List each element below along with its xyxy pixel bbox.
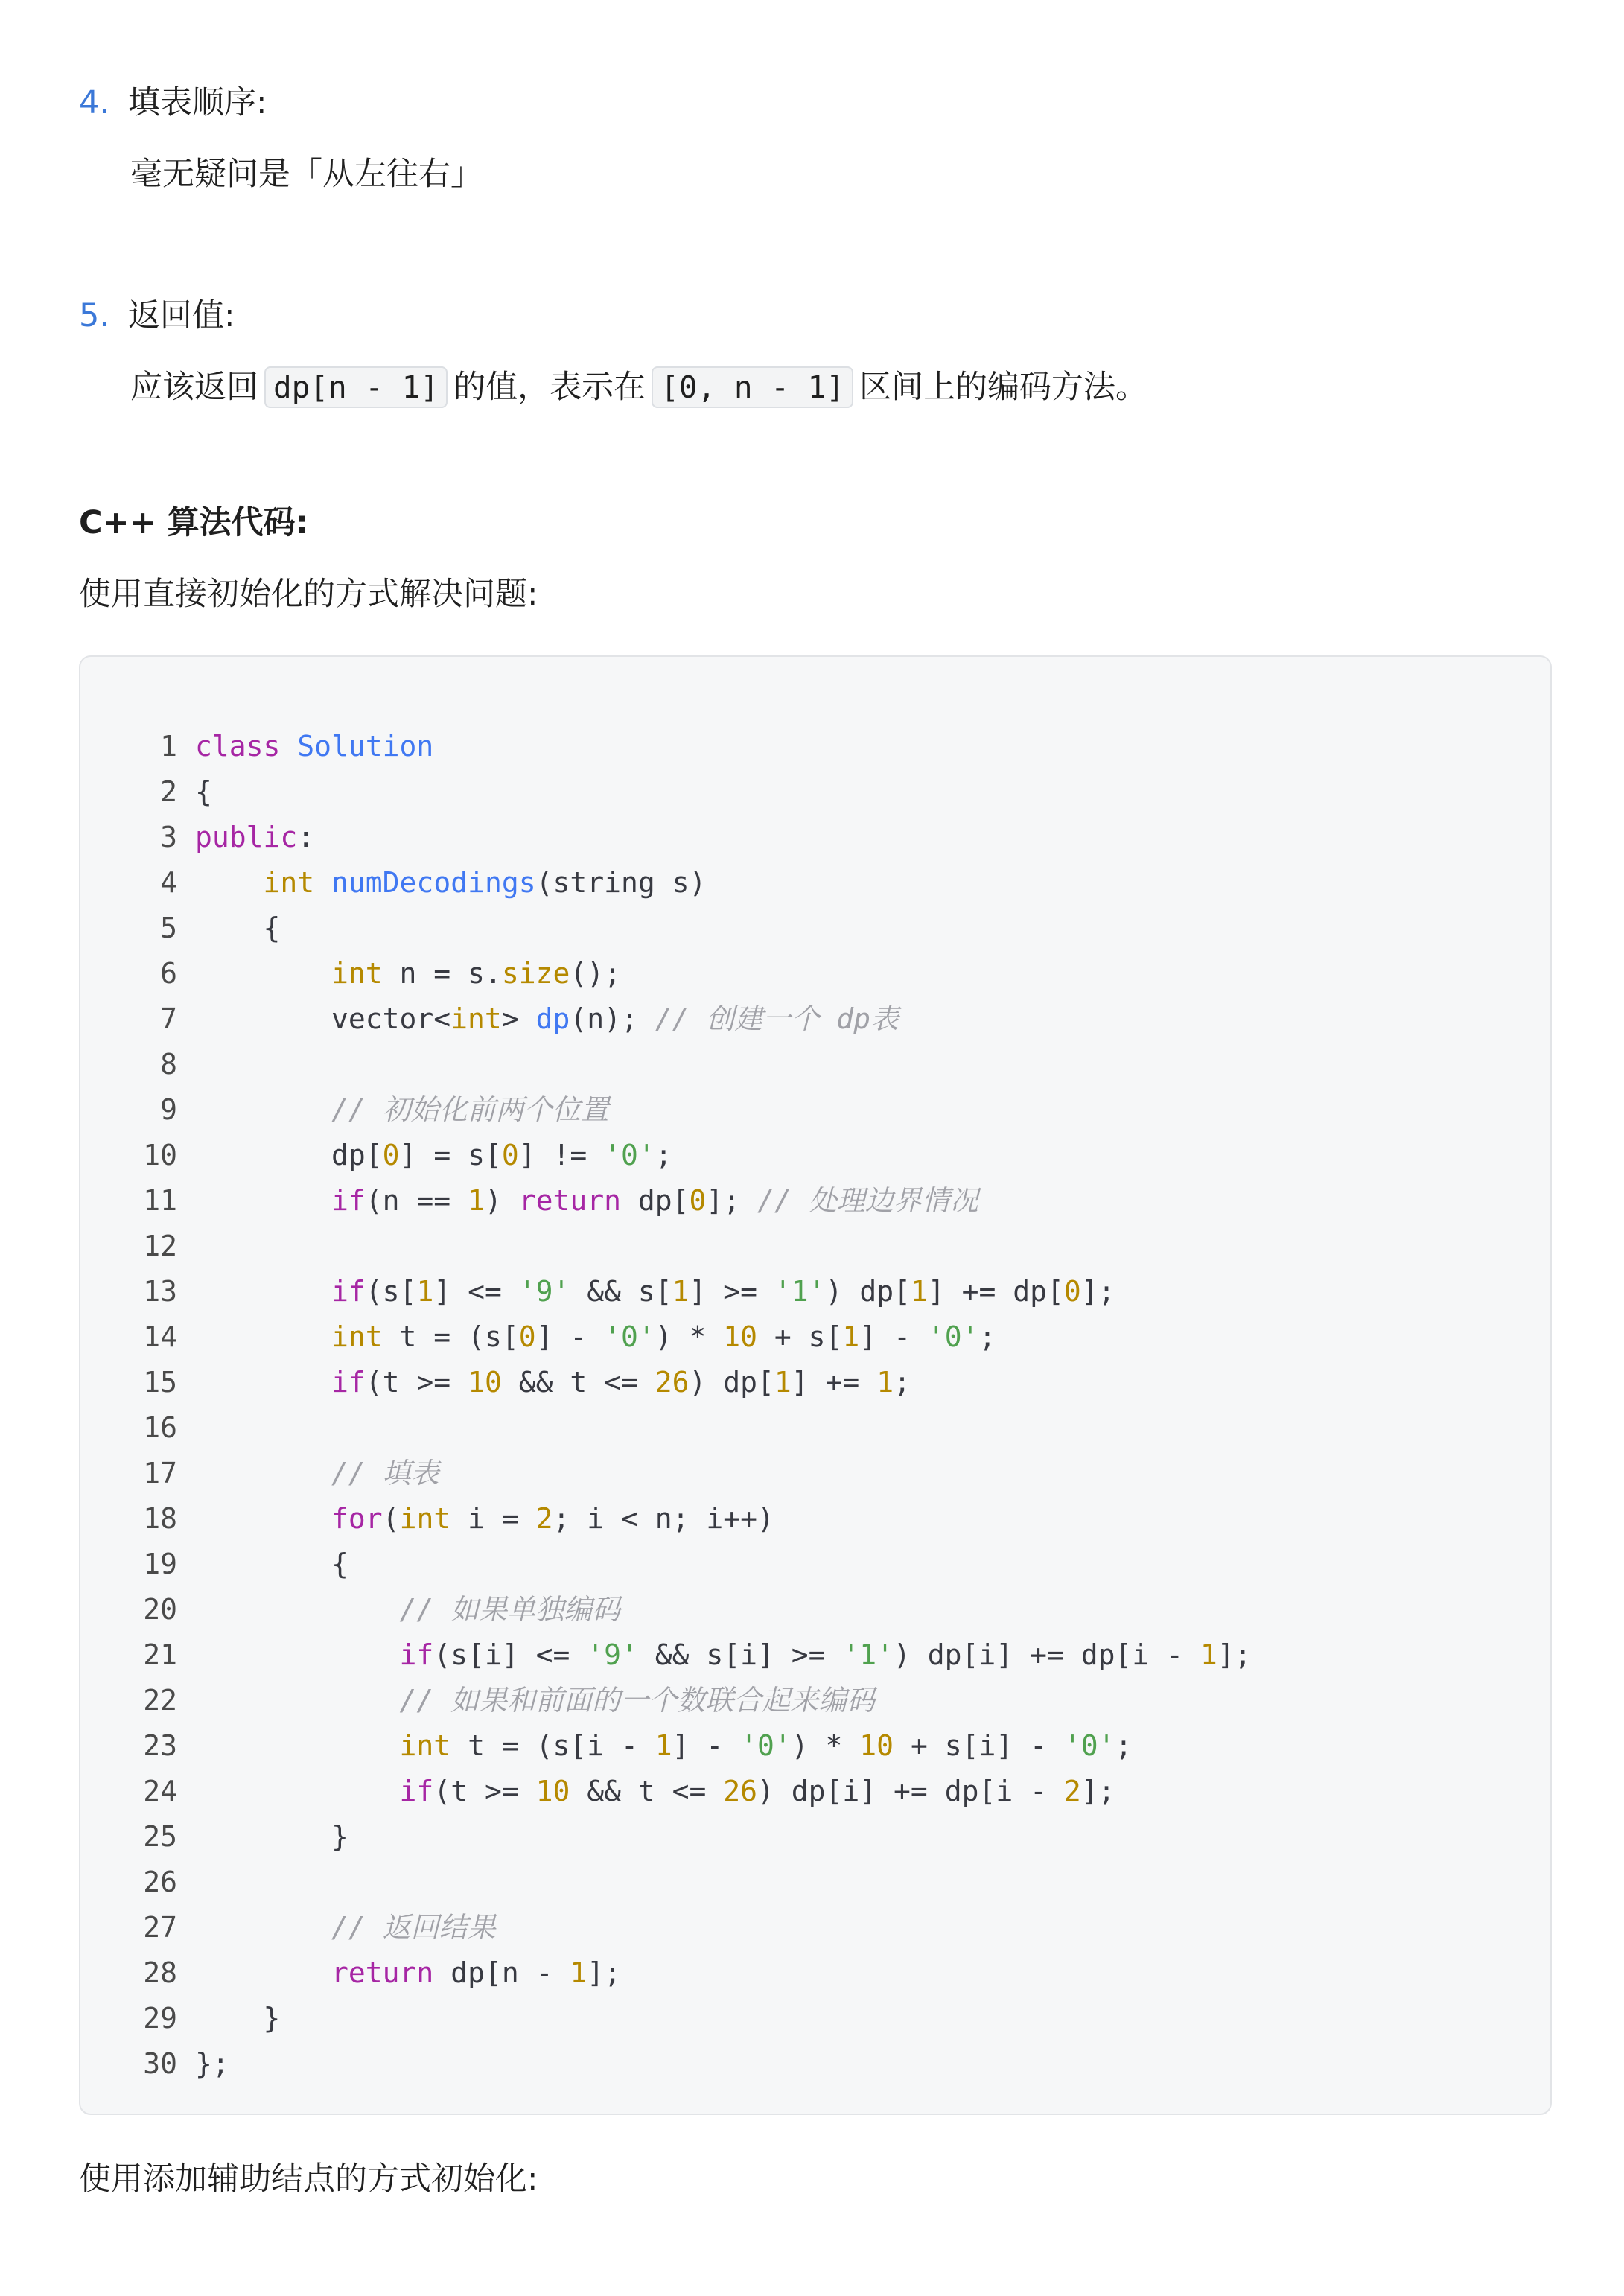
code-token: if — [331, 1275, 366, 1308]
line-number: 6 — [160, 957, 177, 990]
code-text — [177, 1087, 609, 1133]
code-token: ; i < n; i++) — [553, 1502, 774, 1535]
code-token: ] - — [672, 1729, 741, 1762]
inline-code: dp[n - 1] — [264, 366, 448, 408]
code-token: ] >= — [689, 1275, 774, 1308]
code-line — [80, 769, 212, 815]
code-line — [80, 996, 899, 1042]
code-token: 0 — [689, 1184, 707, 1217]
code-token — [195, 1366, 331, 1399]
code-token: ; — [894, 1366, 911, 1399]
code-line — [80, 2041, 229, 2087]
code-text — [177, 1769, 1115, 1814]
code-token: (s[i] <= — [433, 1638, 587, 1671]
line-number: 7 — [160, 1002, 177, 1035]
code-text — [177, 1496, 774, 1542]
list-item-5-body — [130, 365, 1147, 410]
code-token: ; — [655, 1139, 672, 1171]
code-token — [195, 1684, 400, 1717]
intro-paragraph: 使用直接初始化的方式解决问题: — [79, 576, 538, 613]
code-text — [177, 1678, 875, 1723]
code-token — [195, 1320, 331, 1353]
code-token: class — [195, 730, 298, 763]
code-text — [177, 1723, 1132, 1769]
code-line — [80, 951, 621, 996]
code-token: 26 — [723, 1775, 758, 1807]
line-number: 22 — [143, 1684, 177, 1717]
code-token: size — [501, 957, 570, 990]
code-token: ) dp[ — [689, 1366, 774, 1399]
code-token: && s[ — [570, 1275, 672, 1308]
code-token: ] += dp[ — [927, 1275, 1064, 1308]
code-token: (n); — [570, 1002, 655, 1035]
code-token: ]; — [1080, 1275, 1115, 1308]
line-number: 21 — [143, 1638, 177, 1671]
line-number: 9 — [160, 1093, 177, 1126]
code-token: t = (s[ — [382, 1320, 519, 1353]
code-text — [177, 1632, 1252, 1678]
code-token: t = (s[i - — [450, 1729, 655, 1762]
code-token: 1 — [774, 1366, 792, 1399]
list-item-title: 填表顺序: — [128, 84, 267, 121]
code-line — [80, 1632, 1252, 1678]
code-token: { — [195, 912, 281, 944]
code-token: 10 — [723, 1320, 758, 1353]
code-line — [80, 724, 433, 769]
code-text — [177, 1178, 978, 1224]
code-token: ) * — [655, 1320, 724, 1353]
body-text: 应该返回 — [130, 369, 258, 406]
code-token — [195, 1457, 331, 1489]
code-token: if — [331, 1366, 366, 1399]
code-token: dp — [535, 1002, 570, 1035]
code-token — [195, 1956, 331, 1989]
outro-paragraph: 使用添加辅助结点的方式初始化: — [79, 2160, 538, 2198]
code-token: numDecodings — [331, 866, 536, 899]
code-line — [80, 1269, 1115, 1314]
code-token: return — [331, 1956, 434, 1989]
code-token: for — [331, 1502, 383, 1535]
code-token: '0' — [604, 1320, 655, 1353]
code-line — [80, 1224, 195, 1269]
body-text: 的值，表示在 — [453, 369, 646, 406]
code-line — [80, 860, 706, 906]
code-token: ] - — [859, 1320, 928, 1353]
line-number: 8 — [160, 1048, 177, 1081]
code-token: (n == — [365, 1184, 468, 1217]
code-token: int — [399, 1502, 451, 1535]
code-line — [80, 1496, 774, 1542]
code-token: int — [331, 957, 383, 990]
code-token: dp[n - — [433, 1956, 570, 1989]
code-text — [177, 2041, 229, 2087]
code-token: 1 — [910, 1275, 928, 1308]
line-number: 24 — [143, 1775, 177, 1807]
code-line — [80, 1133, 672, 1178]
list-item-4-title — [79, 80, 267, 125]
code-token: ) * — [791, 1729, 860, 1762]
list-item-5-title — [79, 293, 235, 338]
list-item-title: 返回值: — [128, 297, 235, 334]
line-number: 5 — [160, 912, 177, 944]
code-text — [177, 1360, 911, 1405]
code-token: ] <= — [433, 1275, 519, 1308]
code-token — [195, 1093, 331, 1126]
line-number: 30 — [143, 2047, 177, 2080]
code-token: n = s. — [382, 957, 502, 990]
line-number: 18 — [143, 1502, 177, 1535]
line-number: 19 — [143, 1548, 177, 1580]
code-token: // 初始化前两个位置 — [331, 1093, 609, 1126]
line-number: 1 — [160, 730, 177, 763]
code-text — [177, 1996, 280, 2041]
code-text — [177, 996, 899, 1042]
code-token: ]; — [587, 1956, 621, 1989]
code-token: return — [518, 1184, 622, 1217]
code-token: int — [263, 866, 315, 899]
code-token: dp[ — [621, 1184, 690, 1217]
code-token: int — [331, 1320, 383, 1353]
code-token: && t <= — [570, 1775, 724, 1807]
code-token: '1' — [842, 1638, 894, 1671]
code-line — [80, 1360, 911, 1405]
line-number: 4 — [160, 866, 177, 899]
code-token: ] != — [518, 1139, 605, 1171]
inline-code: [0, n - 1] — [652, 366, 853, 408]
code-token: 1 — [1200, 1638, 1217, 1671]
code-token: ]; — [706, 1184, 758, 1217]
code-text — [177, 1451, 439, 1496]
code-token: ; — [1115, 1729, 1133, 1762]
line-number: 16 — [143, 1411, 177, 1444]
code-token: (string s) — [535, 866, 707, 899]
code-token: 1 — [416, 1275, 434, 1308]
code-token — [195, 1729, 400, 1762]
code-line — [80, 1814, 348, 1860]
code-token: Solution — [297, 730, 434, 763]
line-number: 27 — [143, 1911, 177, 1944]
code-token: (s[ — [365, 1275, 417, 1308]
code-token: ]; — [1217, 1638, 1252, 1671]
code-token — [195, 1911, 331, 1944]
code-line — [80, 906, 280, 951]
code-token: 1 — [876, 1366, 894, 1399]
code-line — [80, 1905, 496, 1950]
code-token: ) — [484, 1184, 519, 1217]
code-token: 2 — [535, 1502, 553, 1535]
line-number: 23 — [143, 1729, 177, 1762]
code-token: '0' — [1063, 1729, 1115, 1762]
code-token — [195, 1593, 400, 1626]
line-number: 20 — [143, 1593, 177, 1626]
code-token: && t <= — [501, 1366, 655, 1399]
code-text — [177, 1133, 672, 1178]
code-token: 0 — [501, 1139, 519, 1171]
line-number: 13 — [143, 1275, 177, 1308]
code-token: // 如果单独编码 — [399, 1593, 621, 1626]
code-token: ) dp[i] += dp[i - — [894, 1638, 1200, 1671]
code-token: int — [399, 1729, 451, 1762]
line-number: 3 — [160, 821, 177, 853]
code-text — [177, 1314, 996, 1360]
line-number: 10 — [143, 1139, 177, 1171]
code-token: { — [195, 775, 212, 808]
code-token — [195, 1184, 331, 1217]
code-token: ] - — [535, 1320, 605, 1353]
code-token: && s[i] >= — [637, 1638, 843, 1671]
code-token: if — [331, 1184, 366, 1217]
code-token: int — [450, 1002, 502, 1035]
code-line — [80, 1950, 621, 1996]
line-number: 11 — [143, 1184, 177, 1217]
code-token: ) dp[i] += dp[i - — [757, 1775, 1064, 1807]
body-text: 区间上的编码方法。 — [859, 369, 1148, 406]
code-line — [80, 815, 314, 860]
code-token: // 填表 — [331, 1457, 439, 1489]
code-line — [80, 1996, 280, 2041]
code-token: ] += — [791, 1366, 877, 1399]
code-token: (t >= — [365, 1366, 468, 1399]
code-line — [80, 1042, 195, 1087]
code-text — [177, 1542, 348, 1587]
code-token: }; — [195, 2047, 229, 2080]
code-token: 0 — [518, 1320, 536, 1353]
code-token: '9' — [587, 1638, 638, 1671]
code-line — [80, 1587, 620, 1632]
code-token: '0' — [604, 1139, 655, 1171]
code-token: (t >= — [433, 1775, 536, 1807]
code-line — [80, 1178, 978, 1224]
code-line — [80, 1769, 1115, 1814]
code-text — [177, 1950, 621, 1996]
code-token: dp[ — [195, 1139, 383, 1171]
code-token: 1 — [842, 1320, 860, 1353]
code-block — [79, 655, 1552, 2115]
code-token: public — [195, 821, 298, 853]
code-token — [195, 1638, 400, 1671]
code-token — [314, 866, 331, 899]
line-number: 28 — [143, 1956, 177, 1989]
code-token: + s[ — [757, 1320, 843, 1353]
code-token: // 创建一个 dp表 — [655, 1002, 899, 1035]
code-token: 0 — [1063, 1275, 1081, 1308]
code-token: } — [195, 1820, 348, 1853]
code-line — [80, 1860, 195, 1905]
code-token — [195, 957, 331, 990]
code-token: : — [297, 821, 315, 853]
code-line — [80, 1314, 996, 1360]
code-text — [177, 815, 314, 860]
code-token: '0' — [927, 1320, 979, 1353]
code-token: // 如果和前面的一个数联合起来编码 — [399, 1684, 876, 1717]
code-text — [177, 1269, 1115, 1314]
code-token: '0' — [740, 1729, 792, 1762]
code-text — [177, 1905, 496, 1950]
code-text — [177, 951, 621, 996]
code-text — [177, 1814, 348, 1860]
code-token: ( — [382, 1502, 400, 1535]
line-number: 2 — [160, 775, 177, 808]
code-text — [177, 724, 433, 769]
code-token: 1 — [655, 1729, 672, 1762]
section-heading: C++ 算法代码: — [79, 504, 308, 541]
code-line — [80, 1542, 348, 1587]
code-token — [195, 1502, 331, 1535]
code-token: if — [399, 1775, 434, 1807]
code-token: > — [501, 1002, 536, 1035]
code-text — [177, 860, 706, 906]
code-line — [80, 1451, 439, 1496]
code-token: } — [195, 2002, 281, 2035]
code-token: 1 — [570, 1956, 587, 1989]
line-number: 15 — [143, 1366, 177, 1399]
line-number: 25 — [143, 1820, 177, 1853]
code-line — [80, 1723, 1132, 1769]
code-token: ]; — [1080, 1775, 1115, 1807]
code-token: 26 — [655, 1366, 690, 1399]
code-token: 10 — [859, 1729, 894, 1762]
code-token — [195, 1275, 331, 1308]
code-text — [177, 769, 212, 815]
line-number: 26 — [143, 1866, 177, 1898]
code-token: 10 — [535, 1775, 570, 1807]
code-token: ; — [978, 1320, 996, 1353]
line-number: 29 — [143, 2002, 177, 2035]
code-token: 2 — [1063, 1775, 1081, 1807]
code-token: 10 — [468, 1366, 502, 1399]
code-line — [80, 1678, 875, 1723]
code-token — [195, 866, 264, 899]
code-token: '1' — [774, 1275, 826, 1308]
code-token: (); — [570, 957, 621, 990]
list-number: 5. — [79, 297, 110, 334]
code-text — [177, 906, 280, 951]
code-token — [195, 1775, 400, 1807]
code-token: 1 — [468, 1184, 485, 1217]
code-token: { — [195, 1548, 348, 1580]
list-number: 4. — [79, 84, 110, 121]
line-number: 14 — [143, 1320, 177, 1353]
code-token: '9' — [518, 1275, 570, 1308]
code-line — [80, 1087, 609, 1133]
code-token: i = — [450, 1502, 536, 1535]
code-line — [80, 1405, 195, 1451]
line-number: 17 — [143, 1457, 177, 1489]
code-token: // 处理边界情况 — [757, 1184, 978, 1217]
code-token: 1 — [672, 1275, 690, 1308]
code-token: // 返回结果 — [331, 1911, 496, 1944]
code-text — [177, 1587, 620, 1632]
list-item-4-body: 毫无疑问是「从左往右」 — [130, 156, 483, 193]
code-token: 0 — [382, 1139, 400, 1171]
code-token: + s[i] - — [894, 1729, 1064, 1762]
line-number: 12 — [143, 1230, 177, 1262]
code-token: if — [399, 1638, 434, 1671]
code-token: ) dp[ — [825, 1275, 911, 1308]
code-token: vector< — [195, 1002, 451, 1035]
code-token: ] = s[ — [399, 1139, 502, 1171]
